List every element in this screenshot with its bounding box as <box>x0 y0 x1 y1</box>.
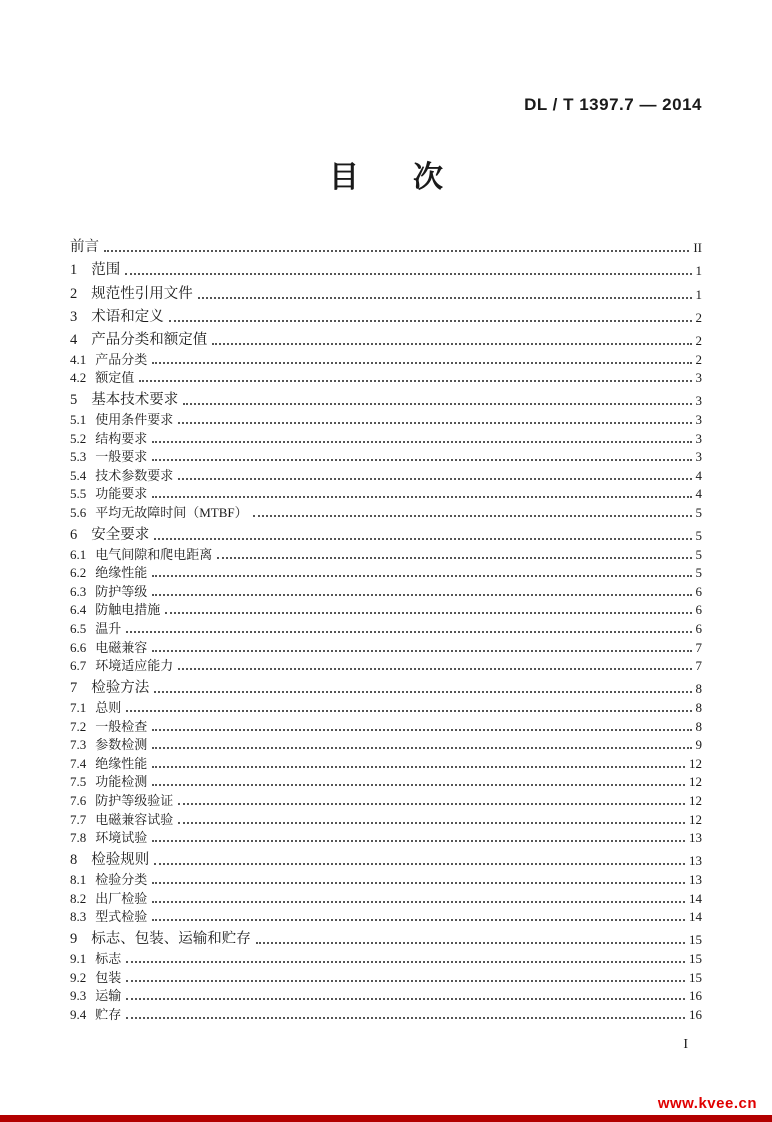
toc-entry-number: 7.8 <box>70 830 87 846</box>
toc-entry-title: 绝缘性能 <box>95 565 148 581</box>
toc-dot-leader <box>152 459 691 461</box>
toc-entry-page: 5 <box>695 546 702 562</box>
toc-entry <box>70 326 702 349</box>
toc-entry-page: 14 <box>689 890 702 906</box>
toc-entry <box>70 907 702 926</box>
toc-entry-page: 3 <box>695 370 702 386</box>
toc-dot-leader <box>152 362 691 364</box>
toc-entry-title: 平均无故障时间（MTBF） <box>95 504 248 520</box>
toc-dot-leader <box>152 496 691 498</box>
toc-dot-leader <box>169 320 692 322</box>
toc-dot-leader <box>125 273 691 275</box>
toc-entry-title: 前言 <box>70 239 99 256</box>
toc-entry-title: 规范性引用文件 <box>91 285 193 302</box>
toc-entry-title: 环境适应能力 <box>95 658 174 674</box>
toc-entry-number: 1 <box>70 262 78 279</box>
toc-dot-leader <box>104 250 689 252</box>
toc-dot-leader <box>154 691 691 693</box>
toc-entry <box>70 600 702 619</box>
toc-dot-leader <box>152 729 691 731</box>
toc-entry <box>70 279 702 302</box>
toc-entry-number: 4 <box>70 331 78 348</box>
toc-entry-number: 4.2 <box>70 370 87 386</box>
toc-entry-page: 16 <box>689 988 702 1004</box>
toc-entry-page: 13 <box>689 830 702 846</box>
toc-entry <box>70 967 702 986</box>
toc-dot-leader <box>165 612 691 614</box>
toc-entry-number: 9 <box>70 931 78 948</box>
toc-dot-leader <box>152 766 685 768</box>
toc-dot-leader <box>152 747 691 749</box>
toc-entry-page: 5 <box>695 528 702 544</box>
toc-entry <box>70 869 702 888</box>
toc-entry-title: 额定值 <box>95 370 135 386</box>
toc-entry-number: 8 <box>70 852 78 869</box>
toc-entry <box>70 618 702 637</box>
toc-entry-number: 6.6 <box>70 639 87 655</box>
toc-entry-title: 产品分类和额定值 <box>91 331 208 348</box>
toc-entry-number: 6.5 <box>70 621 87 637</box>
toc-entry-title: 技术参数要求 <box>95 467 174 483</box>
toc-entry-title: 使用条件要求 <box>95 411 174 427</box>
toc-entry-title: 功能要求 <box>95 486 148 502</box>
toc-dot-leader <box>152 840 685 842</box>
toc-entry <box>70 484 702 503</box>
toc-dot-leader <box>126 980 685 982</box>
toc-entry-page: 3 <box>695 430 702 446</box>
toc-entry <box>70 846 702 869</box>
toc-entry-page: 8 <box>695 700 702 715</box>
toc-dot-leader <box>126 1017 685 1019</box>
toc-entry-page: II <box>693 240 702 256</box>
toc-dot-leader <box>154 538 691 540</box>
toc-entry-page: 3 <box>695 411 702 427</box>
toc-entry-page: 4 <box>695 467 702 483</box>
toc-entry-page: 4 <box>695 486 702 502</box>
toc-entry-page: 12 <box>689 811 702 827</box>
toc-entry <box>70 544 702 563</box>
toc-dot-leader <box>217 557 691 559</box>
toc-entry-page: 13 <box>689 871 702 887</box>
toc-entry <box>70 256 702 279</box>
toc-entry-number: 7 <box>70 680 78 697</box>
toc-entry <box>70 828 702 847</box>
toc-entry-page: 12 <box>689 792 702 808</box>
toc-entry <box>70 772 702 791</box>
toc-entry-number: 2 <box>70 285 78 302</box>
toc-entry <box>70 349 702 368</box>
toc-entry-number: 5.3 <box>70 449 87 465</box>
toc-entry-page: 6 <box>695 583 702 599</box>
toc-entry <box>70 753 702 772</box>
toc-entry-title: 标志、包装、运输和贮存 <box>91 931 251 948</box>
toc-entry-title: 防护等级 <box>95 583 148 599</box>
toc-dot-leader <box>256 942 685 944</box>
toc-entry-page: 12 <box>689 755 702 771</box>
toc-entry-number: 7.5 <box>70 774 87 790</box>
toc-entry <box>70 563 702 582</box>
toc-entry-number: 6.1 <box>70 546 87 562</box>
page-number: I <box>683 1037 688 1052</box>
toc-entry-number: 7.1 <box>70 700 87 715</box>
toc-entry-number: 5.2 <box>70 430 87 446</box>
toc-entry-page: 1 <box>695 286 702 302</box>
toc-entry-page: 6 <box>695 621 702 637</box>
watermark-url: www.kvee.cn <box>657 1095 757 1112</box>
toc-dot-leader <box>178 668 691 670</box>
toc-dot-leader <box>152 784 685 786</box>
toc-dot-leader <box>139 380 691 382</box>
toc-entry-title: 温升 <box>95 621 122 637</box>
toc-dot-leader <box>152 882 685 884</box>
toc-entry-number: 7.4 <box>70 755 87 771</box>
toc-entry <box>70 303 702 326</box>
toc-dot-leader <box>253 515 692 517</box>
toc-dot-leader <box>152 901 685 903</box>
toc-entry-number: 9.3 <box>70 988 87 1004</box>
toc-entry-page: 5 <box>695 565 702 581</box>
toc-entry <box>70 925 702 948</box>
toc-entry-page: 3 <box>695 393 702 409</box>
toc-entry-page: 16 <box>689 1006 702 1022</box>
toc-entry-title: 术语和定义 <box>91 308 164 325</box>
toc-dot-leader <box>152 575 691 577</box>
toc-dot-leader <box>178 822 685 824</box>
toc-entry-number: 6.7 <box>70 658 87 674</box>
toc-entry <box>70 948 702 967</box>
toc-entry-number: 7.6 <box>70 792 87 808</box>
toc-entry-title: 标志 <box>95 950 122 966</box>
toc-entry <box>70 637 702 656</box>
toc-entry-number: 5.6 <box>70 504 87 520</box>
toc-entry-page: 2 <box>695 309 702 325</box>
toc-entry-title: 一般检查 <box>95 718 148 734</box>
toc-entry-number: 7.7 <box>70 811 87 827</box>
toc-dot-leader <box>126 998 685 1000</box>
toc-entry-number: 8.3 <box>70 909 87 925</box>
toc-entry-number: 5.5 <box>70 486 87 502</box>
toc-dot-leader <box>152 594 691 596</box>
toc-entry-number: 7.2 <box>70 718 87 734</box>
toc-entry-number: 9.4 <box>70 1006 87 1022</box>
toc-entry <box>70 735 702 754</box>
toc-entry-title: 结构要求 <box>95 430 148 446</box>
toc-entry-title: 出厂检验 <box>95 890 148 906</box>
toc-entry-page: 15 <box>689 950 702 966</box>
toc-entry-number: 3 <box>70 308 78 325</box>
toc-entry <box>70 656 702 675</box>
toc-entry <box>70 716 702 735</box>
toc-dot-leader <box>178 803 685 805</box>
toc-entry-page: 12 <box>689 774 702 790</box>
toc-entry-page: 5 <box>695 504 702 520</box>
toc-entry <box>70 502 702 521</box>
toc-entry-page: 7 <box>695 658 702 674</box>
toc-dot-leader <box>152 441 691 443</box>
toc-dot-leader <box>198 297 692 299</box>
toc-entry <box>70 888 702 907</box>
toc-entry-number: 7.3 <box>70 737 87 753</box>
toc-entry-title: 功能检测 <box>95 774 148 790</box>
toc-entry-title: 安全要求 <box>91 527 150 544</box>
toc-dot-leader <box>212 343 691 345</box>
toc-entry-title: 范围 <box>91 262 121 279</box>
toc-entry-page: 8 <box>695 681 702 697</box>
toc-dot-leader <box>154 863 685 865</box>
toc-entry-number: 6.2 <box>70 565 87 581</box>
toc-entry <box>70 447 702 466</box>
toc-entry <box>70 1004 702 1023</box>
toc-entry <box>70 428 702 447</box>
toc-entry-title: 防触电措施 <box>95 602 161 618</box>
toc-entry-page: 15 <box>689 969 702 985</box>
toc-entry-page: 7 <box>695 639 702 655</box>
toc-dot-leader <box>178 422 691 424</box>
toc-entry <box>70 233 702 256</box>
toc-entry-page: 13 <box>689 853 702 869</box>
toc-entry <box>70 697 702 716</box>
toc-dot-leader <box>126 710 691 712</box>
toc-entry-number: 6.3 <box>70 583 87 599</box>
toc-dot-leader <box>126 961 685 963</box>
toc-entry-number: 8.1 <box>70 871 87 887</box>
toc-entry-page: 1 <box>695 263 702 279</box>
toc-entry <box>70 368 702 387</box>
toc-entry <box>70 465 702 484</box>
toc-dot-leader <box>126 631 691 633</box>
toc-entry-page: 6 <box>695 602 702 618</box>
toc-entry-title: 产品分类 <box>95 351 148 367</box>
toc-entry <box>70 790 702 809</box>
toc-entry-number: 6 <box>70 527 78 544</box>
toc-list <box>70 233 702 1023</box>
toc-entry-title: 环境试验 <box>95 830 148 846</box>
toc-entry-title: 检验方法 <box>91 680 150 697</box>
toc-dot-leader <box>178 478 691 480</box>
toc-entry-title: 包装 <box>95 969 122 985</box>
toc-entry-title: 总则 <box>95 700 122 715</box>
toc-entry-title: 型式检验 <box>95 909 148 925</box>
toc-entry-page: 8 <box>695 718 702 734</box>
toc-entry-page: 15 <box>689 932 702 948</box>
toc-entry-page: 2 <box>695 332 702 348</box>
toc-entry-title: 贮存 <box>95 1006 122 1022</box>
toc-dot-leader <box>183 403 691 405</box>
toc-entry-number: 5.1 <box>70 411 87 427</box>
toc-dot-leader <box>152 650 691 652</box>
toc-entry-title: 一般要求 <box>95 449 148 465</box>
toc-entry <box>70 409 702 428</box>
toc-entry-number: 9.2 <box>70 969 87 985</box>
toc-entry <box>70 521 702 544</box>
toc-entry-title: 检验分类 <box>95 871 148 887</box>
toc-entry-page: 3 <box>695 449 702 465</box>
toc-entry-title: 基本技术要求 <box>91 392 179 409</box>
toc-entry-page: 2 <box>695 351 702 367</box>
toc-entry-title: 运输 <box>95 988 122 1004</box>
toc-entry-page: 14 <box>689 909 702 925</box>
toc-entry-number: 8.2 <box>70 890 87 906</box>
toc-entry <box>70 809 702 828</box>
standard-number: DL / T 1397.7 — 2014 <box>524 95 702 114</box>
toc-entry-title: 检验规则 <box>91 852 150 869</box>
toc-entry-number: 9.1 <box>70 950 87 966</box>
page-title: 目 次 <box>329 161 455 194</box>
toc-entry-number: 5.4 <box>70 467 87 483</box>
toc-entry-number: 5 <box>70 392 78 409</box>
toc-entry-title: 参数检测 <box>95 737 148 753</box>
toc-entry <box>70 674 702 697</box>
toc-entry <box>70 986 702 1005</box>
toc-dot-leader <box>152 919 685 921</box>
toc-entry-page: 9 <box>695 737 702 753</box>
toc-entry-number: 4.1 <box>70 351 87 367</box>
bottom-red-bar <box>0 1115 772 1122</box>
toc-entry-title: 电气间隙和爬电距离 <box>95 546 213 562</box>
toc-entry-title: 电磁兼容 <box>95 639 148 655</box>
toc-entry-title: 电磁兼容试验 <box>95 811 174 827</box>
toc-entry-title: 防护等级验证 <box>95 792 174 808</box>
toc-entry <box>70 386 702 409</box>
toc-entry-number: 6.4 <box>70 602 87 618</box>
toc-entry <box>70 581 702 600</box>
toc-entry-title: 绝缘性能 <box>95 755 148 771</box>
